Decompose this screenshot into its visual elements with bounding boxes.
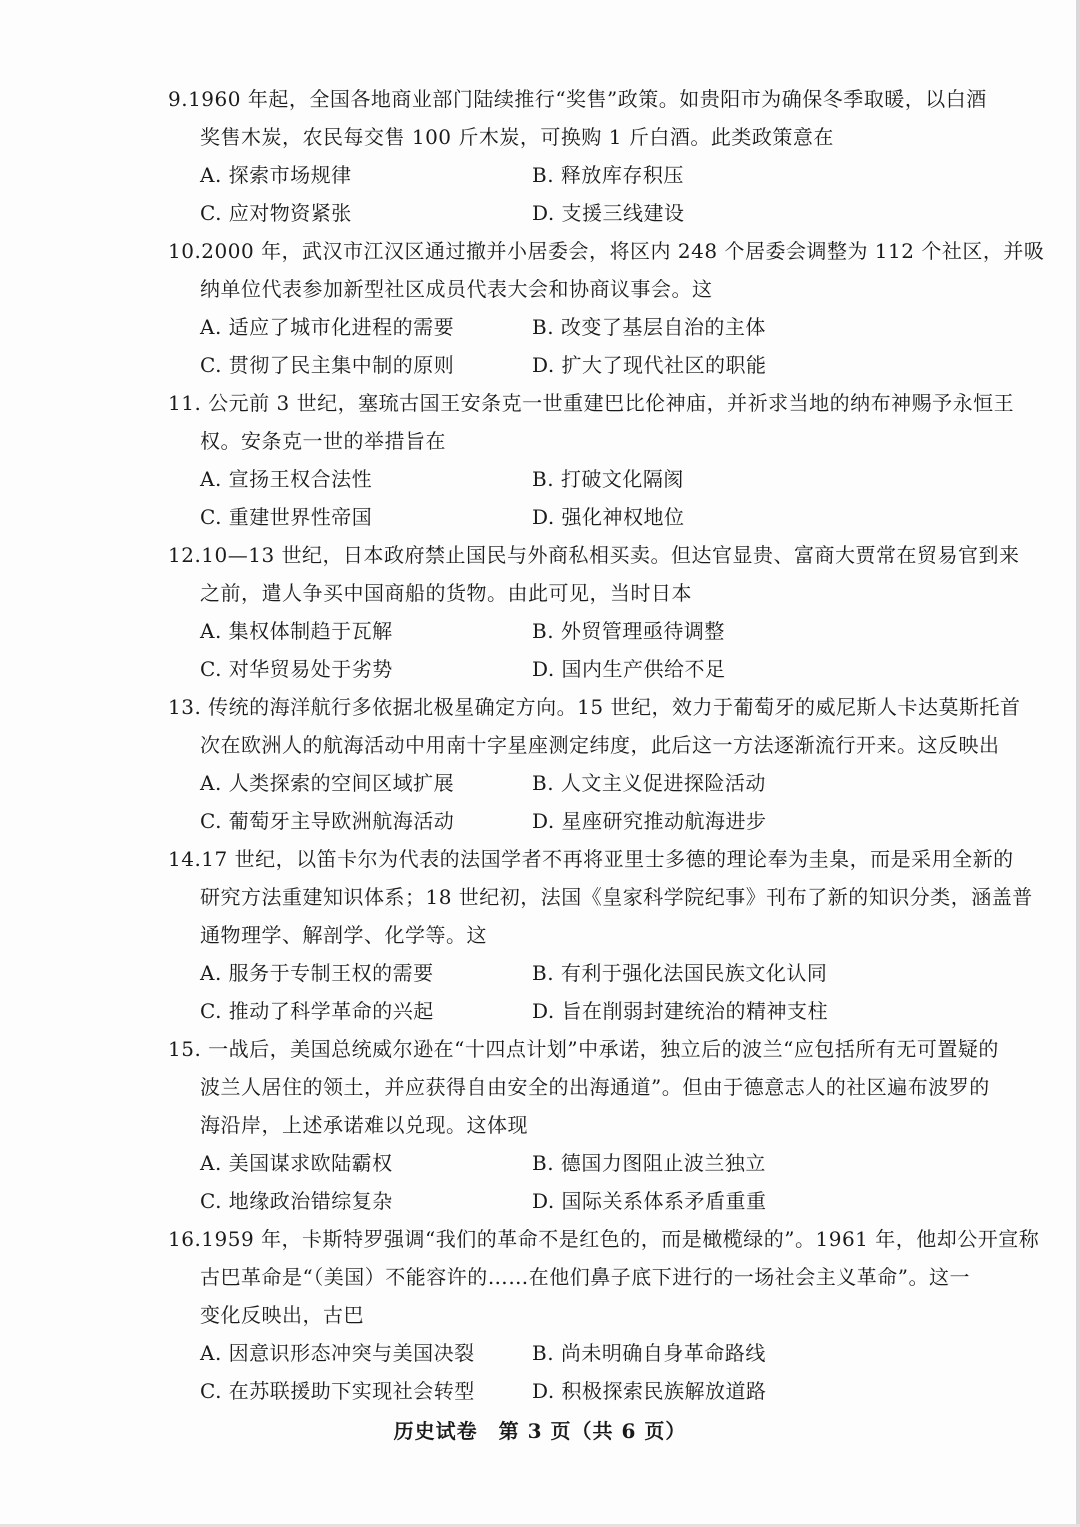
option-b: B. 尚未明确自身革命路线 (532, 1341, 766, 1365)
question-item (168, 384, 1015, 536)
option-a: A. 适应了城市化进程的需要 (200, 315, 455, 339)
option-row (168, 612, 968, 650)
option-d: D. 积极探索民族解放道路 (532, 1379, 767, 1403)
question-item (168, 1220, 1040, 1410)
option-b: B. 德国力图阻止波兰独立 (532, 1151, 766, 1175)
option-c: C. 应对物资紧张 (200, 201, 352, 225)
option-c: C. 贯彻了民主集中制的原则 (200, 353, 455, 377)
option-c: C. 葡萄牙主导欧洲航海活动 (200, 809, 455, 833)
question-stem: 10.2000 年，武汉市江汉区通过撤并小居委会，将区内 248 个居委会调整为 112 个社区，并吸 (168, 239, 1045, 263)
option-d: D. 强化神权地位 (532, 505, 685, 529)
option-row (168, 954, 968, 992)
option-row (168, 650, 968, 688)
option-row (168, 1372, 968, 1410)
option-row (168, 1334, 968, 1372)
question-stem-continued: 研究方法重建知识体系；18 世纪初，法国《皇家科学院纪事》刊布了新的知识分类，涵盖普 (200, 885, 1033, 909)
option-b: B. 外贸管理亟待调整 (532, 619, 725, 643)
page-footer: 历史试卷 第 3 页（共 6 页） (393, 1419, 687, 1443)
question-stem: 13. 传统的海洋航行多依据北极星确定方向。15 世纪，效力于葡萄牙的威尼斯人卡达莫斯托首 (168, 695, 1021, 719)
option-c: C. 地缘政治错综复杂 (200, 1189, 393, 1213)
question-stem: 14.17 世纪，以笛卡尔为代表的法国学者不再将亚里士多德的理论奉为圭臬，而是采用全新的 (168, 847, 1014, 871)
option-d: D. 支援三线建设 (532, 201, 685, 225)
answer-options (168, 460, 968, 536)
question-item (168, 536, 1020, 688)
question-stem-continued: 纳单位代表参加新型社区成员代表大会和协商议事会。这 (200, 277, 713, 301)
question-stem-continued: 变化反映出，古巴 (200, 1303, 364, 1327)
option-c: C. 对华贸易处于劣势 (200, 657, 393, 681)
question-stem: 16.1959 年，卡斯特罗强调“我们的革命不是红色的，而是橄榄绿的”。1961 年，他却公开宣称 (168, 1227, 1040, 1251)
option-a: A. 因意识形态冲突与美国决裂 (200, 1341, 475, 1365)
option-row (168, 460, 968, 498)
option-row (168, 802, 968, 840)
question-item (168, 232, 1045, 384)
answer-options (168, 1334, 968, 1410)
answer-options (168, 308, 968, 384)
option-row (168, 992, 968, 1030)
option-b: B. 打破文化隔阂 (532, 467, 684, 491)
option-row (168, 156, 968, 194)
question-stem-continued: 古巴革命是“（美国）不能容许的……在他们鼻子底下进行的一场社会主义革命”。这一 (200, 1265, 970, 1289)
question-stem: 12.10—13 世纪，日本政府禁止国民与外商私相买卖。但达官显贵、富商大贾常在贸易官到来 (168, 543, 1020, 567)
option-b: B. 有利于强化法国民族文化认同 (532, 961, 828, 985)
option-d: D. 国际关系体系矛盾重重 (532, 1189, 767, 1213)
option-b: B. 人文主义促进探险活动 (532, 771, 766, 795)
option-row (168, 764, 968, 802)
option-row (168, 498, 968, 536)
question-item (168, 80, 987, 232)
answer-options (168, 612, 968, 688)
answer-options (168, 954, 968, 1030)
option-row (168, 346, 968, 384)
option-row (168, 1182, 968, 1220)
option-b: B. 改变了基层自治的主体 (532, 315, 766, 339)
question-item (168, 840, 1033, 1030)
option-row (168, 308, 968, 346)
question-stem: 11. 公元前 3 世纪，塞琉古国王安条克一世重建巴比伦神庙，并祈求当地的纳布神赐予永恒王 (168, 391, 1015, 415)
question-item (168, 688, 1021, 840)
question-stem-continued: 权。安条克一世的举措旨在 (200, 429, 446, 453)
option-b: B. 释放库存积压 (532, 163, 684, 187)
question-item (168, 1030, 999, 1220)
question-stem-continued: 次在欧洲人的航海活动中用南十字星座测定纬度，此后这一方法逐渐流行开来。这反映出 (200, 733, 1000, 757)
option-c: C. 在苏联援助下实现社会转型 (200, 1379, 475, 1403)
option-row (168, 194, 968, 232)
answer-options (168, 156, 968, 232)
option-d: D. 国内生产供给不足 (532, 657, 726, 681)
question-stem-continued: 通物理学、解剖学、化学等。这 (200, 923, 487, 947)
question-stem: 9.1960 年起，全国各地商业部门陆续推行“奖售”政策。如贵阳市为确保冬季取暖，以白酒 (168, 87, 987, 111)
option-d: D. 旨在削弱封建统治的精神支柱 (532, 999, 829, 1023)
question-list (168, 80, 1045, 1410)
option-c: C. 推动了科学革命的兴起 (200, 999, 434, 1023)
option-d: D. 星座研究推动航海进步 (532, 809, 767, 833)
answer-options (168, 1144, 968, 1220)
option-a: A. 人类探索的空间区域扩展 (200, 771, 455, 795)
option-a: A. 集权体制趋于瓦解 (200, 619, 393, 643)
option-a: A. 美国谋求欧陆霸权 (200, 1151, 393, 1175)
answer-options (168, 764, 968, 840)
question-stem-continued: 波兰人居住的领土，并应获得自由安全的出海通道”。但由于德意志人的社区遍布波罗的 (200, 1075, 990, 1099)
page-edge-shadow (1076, 0, 1080, 1527)
option-a: A. 探索市场规律 (200, 163, 352, 187)
question-stem-continued: 之前，遣人争买中国商船的货物。由此可见，当时日本 (200, 581, 692, 605)
option-a: A. 宣扬王权合法性 (200, 467, 373, 491)
option-d: D. 扩大了现代社区的职能 (532, 353, 767, 377)
question-stem-continued: 海沿岸，上述承诺难以兑现。这体现 (200, 1113, 528, 1137)
question-stem-continued: 奖售木炭，农民每交售 100 斤木炭，可换购 1 斤白酒。此类政策意在 (200, 125, 834, 149)
option-row (168, 1144, 968, 1182)
question-stem: 15. 一战后，美国总统威尔逊在“十四点计划”中承诺，独立后的波兰“应包括所有无可置疑的 (168, 1037, 999, 1061)
option-a: A. 服务于专制王权的需要 (200, 961, 434, 985)
option-c: C. 重建世界性帝国 (200, 505, 373, 529)
